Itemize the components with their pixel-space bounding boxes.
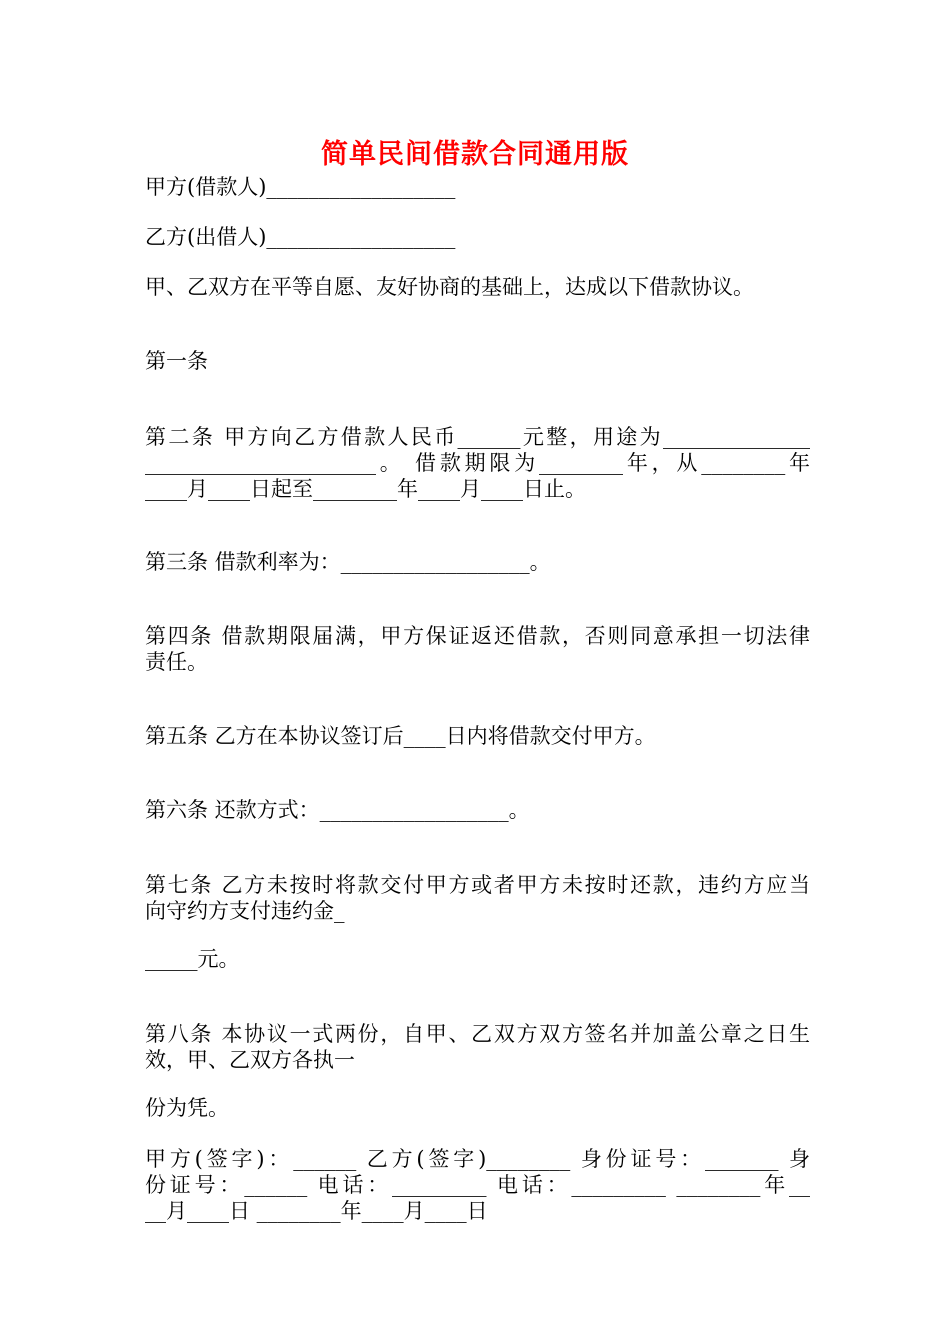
signature-line-2: 份证号：______ 电话：_________ 电话：_________ ________年__ <box>145 1173 810 1197</box>
article-3-line: 第三条 借款利率为：__________________。 <box>145 550 551 574</box>
party-a-line: 甲方(借款人)__________________ <box>145 175 456 199</box>
article-8-line-2: 效，甲、乙双方各执一 <box>145 1048 355 1072</box>
document-title: 简单民间借款合同通用版 <box>321 139 629 170</box>
article-5-line: 第五条 乙方在本协议签订后____日内将借款交付甲方。 <box>145 724 656 748</box>
article-2-line-3: ____月____日起至________年____月____日止。 <box>145 477 586 501</box>
article-7-line-1: 第七条 乙方未按时将款交付甲方或者甲方未按时还款，违约方应当 <box>145 873 810 897</box>
party-b-line: 乙方(出借人)__________________ <box>145 225 456 249</box>
preamble-line: 甲、乙双方在平等自愿、友好协商的基础上，达成以下借款协议。 <box>145 275 754 299</box>
article-6-line: 第六条 还款方式：__________________。 <box>145 798 530 822</box>
article-2-line-1: 第二条 甲方向乙方借款人民币______元整，用途为______________ <box>145 425 810 449</box>
article-1-line: 第一条 <box>145 349 208 373</box>
signature-line-3: __月____日 ________年____月____日 <box>145 1199 488 1223</box>
article-7-line-3: _____元。 <box>145 947 240 971</box>
article-2-line-2: ______________________。 借款期限为________年，从________年 <box>145 451 810 475</box>
article-7-line-2: 向守约方支付违约金_ <box>145 899 345 923</box>
article-8-line-3: 份为凭。 <box>145 1096 229 1120</box>
article-4-line-1: 第四条 借款期限届满，甲方保证返还借款，否则同意承担一切法律 <box>145 624 810 648</box>
article-8-line-1: 第八条 本协议一式两份，自甲、乙双方双方签名并加盖公章之日生 <box>145 1022 810 1046</box>
signature-line-1: 甲方(签字)：______ 乙方(签字)________ 身份证号：_______ 身 <box>145 1147 810 1171</box>
article-4-line-2: 责任。 <box>145 650 208 674</box>
